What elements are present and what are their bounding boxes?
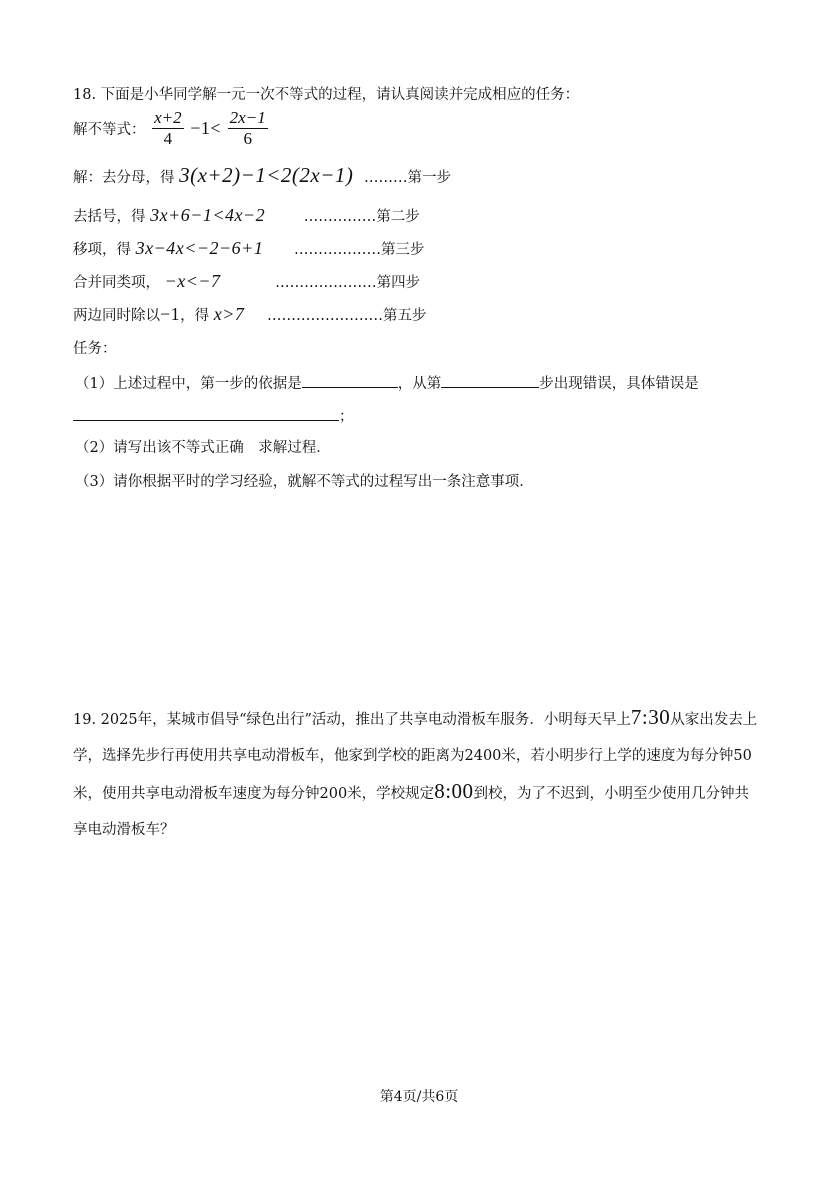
q19-part-1: 19. 2025年，某城市倡导“绿色出行”活动，推出了共享电动滑板车服务．小明每天早上 bbox=[73, 712, 631, 728]
task-1-text-a: （1）上述过程中，第一步的依据是 bbox=[75, 376, 302, 392]
answer-blank-basis[interactable] bbox=[302, 371, 398, 388]
step-4-dots: ………………… bbox=[275, 275, 377, 291]
problem-middle: −1< bbox=[190, 118, 222, 138]
q19-part-3: 到校，为了不迟到，小明至少使用几分钟共享电动滑板车？ bbox=[73, 786, 750, 838]
task-1-text-c: 步出现错误，具体错误是 bbox=[539, 376, 699, 392]
step-5-label: 第五步 bbox=[383, 308, 427, 324]
step-3-dots: ……………… bbox=[293, 242, 381, 258]
step-3-text: 移项，得 bbox=[73, 242, 131, 258]
step-3-label: 第三步 bbox=[380, 242, 425, 258]
step-5-mid: ，得 bbox=[180, 308, 210, 324]
task-1-text-b: ，从第 bbox=[397, 376, 442, 392]
step-4-text: 合并同类项， bbox=[73, 275, 160, 291]
step-4-line bbox=[73, 270, 420, 294]
q19-time-start: 7:30 bbox=[630, 705, 671, 729]
fraction-2-denominator: 6 bbox=[228, 128, 268, 149]
answer-blank-step[interactable] bbox=[441, 371, 539, 388]
fraction-1-numerator: x+2 bbox=[154, 108, 182, 127]
step-5-expression: x>7 bbox=[213, 304, 245, 324]
step-3-expression: 3x−4x<−2−6+1 bbox=[135, 238, 264, 258]
step-5-line bbox=[73, 303, 427, 327]
step-1-label: 第一步 bbox=[407, 170, 452, 186]
task-label: 任务： bbox=[73, 341, 117, 357]
step-2-text: 去括号，得 bbox=[73, 209, 146, 225]
solution-label: 解：去分母，得 bbox=[73, 170, 175, 186]
q19-part-2: 从家出发去上学，选择先步行再使用共享电动滑板车，他家到学校的距离为2400米，若小明步行上学的速度为每分钟50米，使用共享电动滑板车速度为每分钟200米，学校规定 bbox=[73, 712, 758, 802]
step-4-label: 第四步 bbox=[376, 275, 421, 291]
step-2-line bbox=[73, 204, 420, 228]
task-1-end: ； bbox=[339, 409, 354, 425]
step-1-dots: ……… bbox=[364, 170, 408, 186]
fraction-2-numerator: 2x−1 bbox=[229, 108, 266, 127]
step-5-number: −1 bbox=[160, 304, 181, 324]
q19-paragraph bbox=[73, 700, 763, 848]
fraction-1-denominator: 4 bbox=[152, 128, 184, 149]
answer-blank-error[interactable] bbox=[73, 404, 339, 421]
step-4-expression: −x<−7 bbox=[164, 271, 221, 291]
task-2: （2）请写出该不等式正确 求解过程． bbox=[75, 440, 331, 456]
q18-problem bbox=[73, 108, 270, 149]
problem-label: 解不等式： bbox=[73, 122, 146, 138]
step-5-dots: …………………… bbox=[267, 308, 384, 324]
step-1-line bbox=[73, 164, 451, 189]
q18-intro: 18. 下面是小华同学解一元一次不等式的过程，请认真阅读并完成相应的任务： bbox=[73, 87, 580, 103]
page-footer: 第4页/共6页 bbox=[379, 1089, 459, 1105]
step-3-line bbox=[73, 237, 424, 261]
step-2-label: 第二步 bbox=[376, 209, 420, 225]
fraction-2 bbox=[228, 108, 268, 149]
step-2-expression: 3x+6−1<4x−2 bbox=[150, 205, 266, 225]
q19-time-deadline: 8:00 bbox=[434, 779, 474, 803]
step-5-text: 两边同时除以 bbox=[73, 308, 160, 324]
step-1-expression: 3(x+2)−1<2(2x−1) bbox=[179, 163, 354, 187]
step-2-dots: …………… bbox=[303, 209, 377, 225]
fraction-1 bbox=[152, 108, 184, 149]
task-1-line bbox=[75, 371, 699, 395]
task-3: （3）请你根据平时的学习经验，就解不等式的过程写出一条注意事项． bbox=[75, 474, 534, 490]
task-1-continuation bbox=[73, 404, 354, 428]
